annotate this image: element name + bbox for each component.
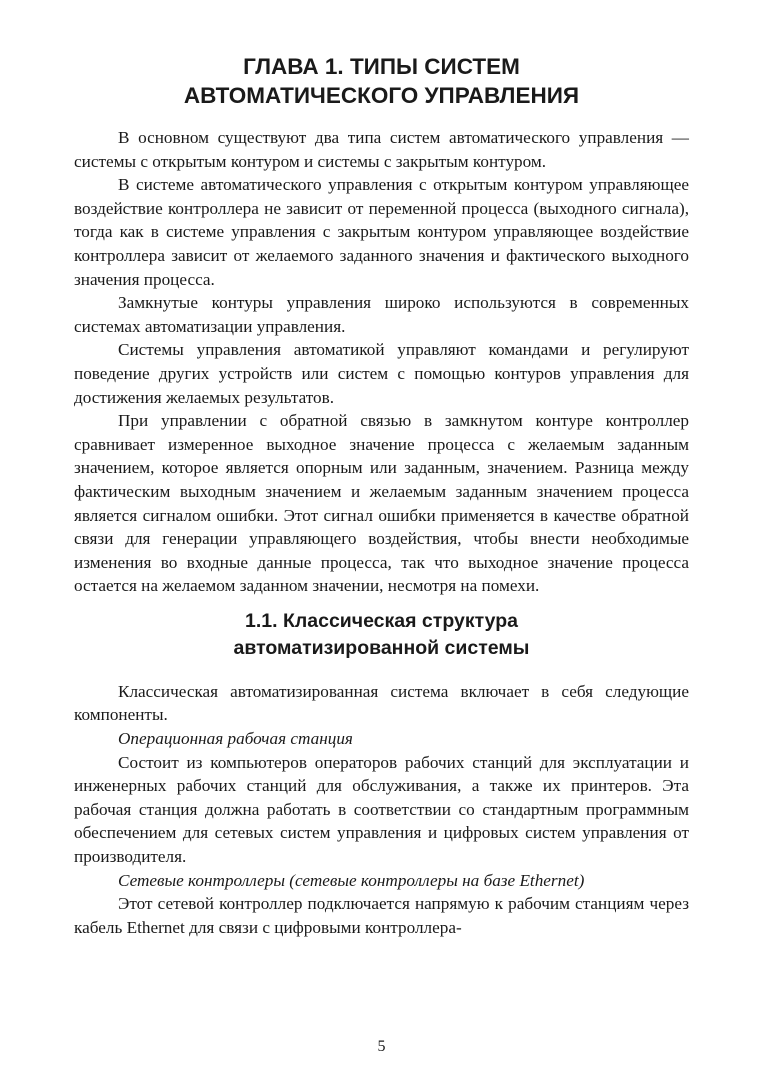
chapter-paragraph: Замкнутые контуры управления широко используются в современных системах автоматизации управления.	[74, 293, 689, 336]
chapter-paragraph: В основном существуют два типа систем автоматического управления — системы с открытым контуром и системы с закрытым контуром.	[74, 128, 689, 171]
subsection-text-workstation: Состоит из компьютеров операторов рабочих станций для эксплуатации и инженерных рабочих станций для обслуживания, а также их принтеров. Эта рабочая станция должна работать в соответствии со стандартным программным обеспечением для сетевых систем управления и цифровых систем управления от производителя.	[74, 752, 689, 867]
chapter-title	[74, 52, 689, 110]
subsection-title-network-controllers: Сетевые контроллеры (сетевые контроллеры на базе Ethernet)	[118, 870, 585, 890]
document-page	[74, 52, 689, 939]
page-number: 5	[377, 1038, 386, 1055]
section-title	[74, 608, 689, 662]
chapter-paragraph: В системе автоматического управления с открытым контуром управляющее воздействие контроллера не зависит от переменной процесса (выходного сигнала), тогда как в системе управления с закрытым контуром управляющее воздействие контроллера зависит от желаемого заданного значения и фактического выходного значения процесса.	[74, 175, 689, 289]
chapter-paragraph: Системы управления автоматикой управляют командами и регулируют поведение других устройств или систем с помощью контуров управления для достижения желаемых результатов.	[74, 340, 689, 407]
subsection-text-network-controllers: Этот сетевой контроллер подключается напрямую к рабочим станциям через кабель Ethernet для связи с цифровыми контроллера-	[74, 894, 689, 937]
chapter-title-line2: АВТОМАТИЧЕСКОГО УПРАВЛЕНИЯ	[183, 83, 580, 108]
section-title-line1: 1.1. Классическая структура	[245, 609, 518, 632]
chapter-paragraph: При управлении с обратной связью в замкнутом контуре контроллер сравнивает измеренное выходное значение процесса с желаемым заданным значением, которое является опорным или заданным, значением. Разница между фактическим выходным значением и желаемым заданным значением процесса является сигналом ошибки. Этот сигнал ошибки применяется в качестве обратной связи для генерации управляющего воздействия, чтобы внести необходимые изменения во входные данные процесса, так что выходное значение процесса остается на желаемом заданном значении, несмотря на помехи.	[74, 411, 689, 596]
section-intro: Классическая автоматизированная система включает в себя следующие компоненты.	[74, 681, 689, 725]
section-title-line2: автоматизированной системы	[233, 636, 530, 659]
chapter-title-line1: ГЛАВА 1. ТИПЫ СИСТЕМ	[243, 54, 520, 79]
subsection-title-workstation: Операционная рабочая станция	[118, 729, 353, 749]
